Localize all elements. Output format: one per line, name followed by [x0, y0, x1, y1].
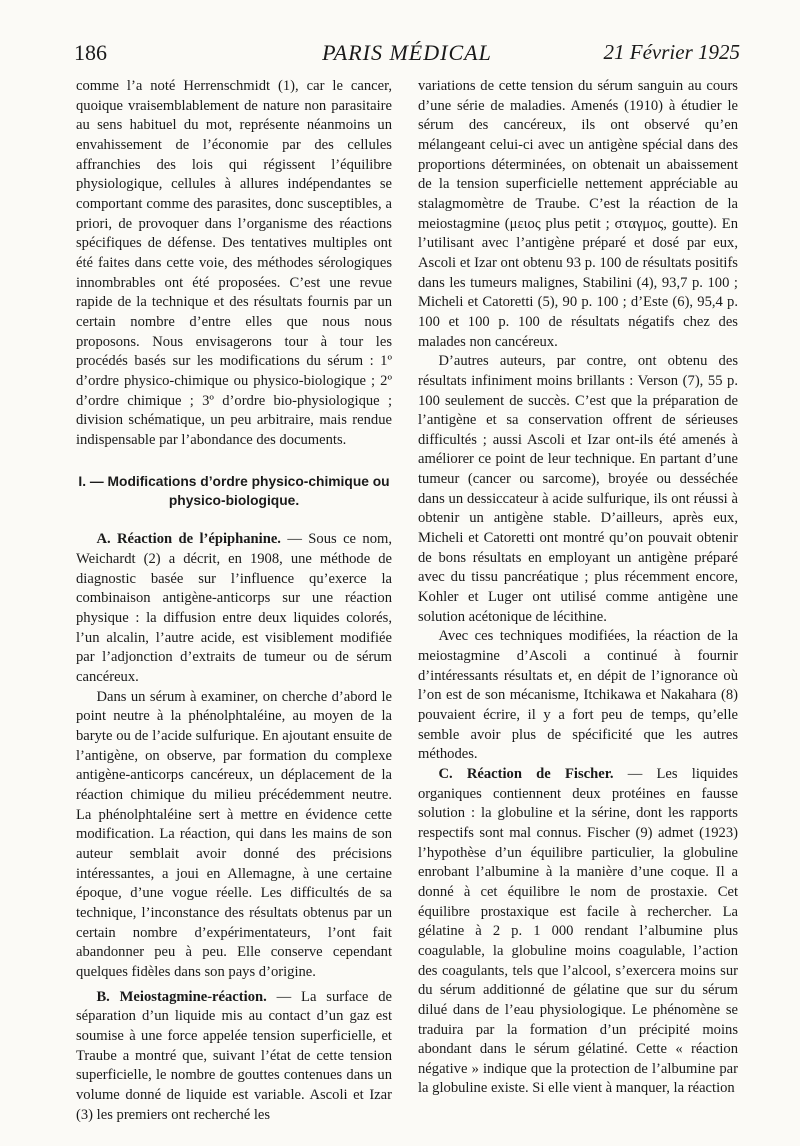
- subsection-a-text: — Sous ce nom, Weichardt (2) a décrit, en 1908, une méthode de diagnostic basée sur l’influence qu’exerce la combinaison antigène-anticorps sur une réaction physique : la diffusion entre deux liquides colorés, l’un alcalin, l’autre acide, est visiblement modifiée par l’adjonction d’extraits de tumeur ou de sérum cancéreux.: [76, 531, 392, 686]
- subsection-c-paragraph: [418, 765, 738, 1099]
- subsection-a-paragraph: [76, 530, 392, 687]
- journal-title: PARIS MÉDICAL: [322, 40, 492, 65]
- page-number: 186: [74, 40, 107, 65]
- issue-date: 21 Février 1925: [603, 40, 740, 64]
- subsection-a-title: A. Réaction de l’épiphanine.: [96, 531, 281, 548]
- left-column: [76, 77, 392, 1125]
- other-authors-paragraph: D’autres auteurs, par contre, ont obtenu des résultats infiniment moins brillants : Verson (7), 55 p. 100 seulement de succès. C’est que la préparation de l’antigène et sa conservation offrent de sérieuses difficultés ; aussi Ascoli et Izar ont-ils été amenés à améliorer ce point de leur technique. En partant d’une tumeur (cancer ou sarcome), broyée ou desséchée dans un dessiccateur à acide sulfurique, ils ont réussi à obtenir un antigène stable. D’ailleurs, après eux, Micheli et Catoretti ont montré qu’on pouvait obtenir de bons résultats en employant un antigène préparé avec du tissu pancréatique ; plus récemment encore, Kohler et Luger ont utilisé comme antigène une solution acétonique de lécithine.: [418, 353, 738, 625]
- subsection-b-text: — La surface de séparation d’un liquide mis au contact d’un gaz est soumise à une force appelée tension superficielle, et Traube a montré que, suivant l’état de cette tension superficielle, le nombre de gouttes contenues dans un volume donné de liquide est variable. Ascoli et Izar (3) les premiers ont recherché les: [76, 988, 392, 1123]
- subsection-b-paragraph: [76, 988, 392, 1126]
- meiostagmine-paragraph: variations de cette tension du sérum sanguin au cours d’une série de maladies. Amenés (1910) à étudier le sérum des cancéreux, ils ont observé qu’en mélangeant celui-ci avec un antigène spécial dans des proportions déterminées, on obtenait un abaissement de la tension superficielle nettement appréciable au stalagmomètre de Traube. C’est la réaction de la meiostagmine (μειος plus petit ; σταγμος, goutte). En l’utilisant avec l’antigène préparé et dosé par eux, Ascoli et Izar ont obtenu 93 p. 100 de résultats positifs dans les tumeurs malignes, Stabilini (4), 93,7 p. 100 ; Micheli et Catoretti (5), 90 p. 100 ; d’Este (6), 95,4 p. 100 et 100 p. 100 de résultats négatifs chez des malades non cancéreux.: [418, 78, 738, 350]
- subsection-c-text: — Les liquides organiques contiennent deux protéines en fausse solution : la globuline et la sérine, dont les rapports respectifs sont mal connus. Fischer (9) admet (1923) l’hypothèse d’un équilibre particulier, la globuline enrobant l’albumine à la manière d’une coque. Il a donné à cet équilibre le nom de prostaxie. Cet équilibre prostaxique est facile à rechercher. La gélatine à 2 p. 1 000 rendant l’albumine plus coagulable, la globuline moins coagulable, l’action des coagulants, tels que l’alcool, s’exercera moins sur du sérum additionné de gélatine que sur du sérum dilué dans de l’eau physiologique. Le phénomène se traduira par la formation d’un précipité moins abondant dans le sérum gélatiné. Cette « réaction négative » indique que la protection de l’albumine par la globuline existe. Si elle vient à manquer, la réaction: [418, 765, 738, 1097]
- subsection-b-title: B. Meiostagmine-réaction.: [96, 988, 267, 1005]
- subsection-c-title: C. Réaction de Fischer.: [438, 765, 614, 782]
- section-heading: I. — Modifications d’ordre physico-chimique ou physico-biologique.: [78, 474, 390, 509]
- page-header: [74, 34, 740, 74]
- right-column: [418, 77, 738, 1099]
- subsection-a-paragraph-2: Dans un sérum à examiner, on cherche d’abord le point neutre à la phénolphtaléine, au moyen de la baryte ou de l’acide sulfurique. En ajoutant ensuite de l’antigène, on observe, par formation du complexe antigène-anticorps cancéreux, un déplacement de la réaction chimique du milieu précédemment neutre. La phénolphtaléine sert à mettre en évidence cette modification. La réaction, qui dans les mains de son auteur semblait avoir donné des précisions intéressantes, a joui en Allemagne, à une certaine époque, d’une vogue réelle. Les difficultés de sa technique, l’inconstance des résultats obtenus par un certain nombre d’expérimentateurs, l’ont fait abandonner peu à peu. Elle conserve cependant quelques fidèles dans son pays d’origine.: [76, 688, 392, 980]
- modified-techniques-paragraph: Avec ces techniques modifiées, la réaction de la meiostagmine d’Ascoli a continué à fournir d’intéressants résultats et, en dépit de l’ignorance où l’on est de son mécanisme, Itchikawa et Nakahara (8) pouvaient écrire, il y a fort peu de temps, qu’elle semble avoir plus de spécificité que les autres méthodes.: [418, 628, 738, 763]
- intro-paragraph: comme l’a noté Herrenschmidt (1), car le cancer, quoique vraisemblablement de nature non parasitaire au sens habituel du mot, représente néanmoins un envahissement de l’économie par des cellules affranchies des lois qui régissent l’équilibre physiologique, cellules à allures indépendantes se comportant comme des parasites, donc susceptibles, a priori, de provoquer dans l’organisme des réactions spécifiques de défense. Des tentatives multiples ont été faites dans cette voie, des méthodes sérologiques innombrables ont été proposées. C’est une revue rapide de la technique et des résultats fournis par un certain nombre d’entre elles que nous nous proposons. Nous envisagerons tour à tour les procédés basés sur les modifications du sérum : 1º d’ordre physico-chimique ou physico-biologique ; 2º d’ordre chimique ; 3º d’ordre bio-physiologique ; division schématique, un peu arbitraire, mais rendue indispensable par l’abondance des documents.: [76, 78, 392, 448]
